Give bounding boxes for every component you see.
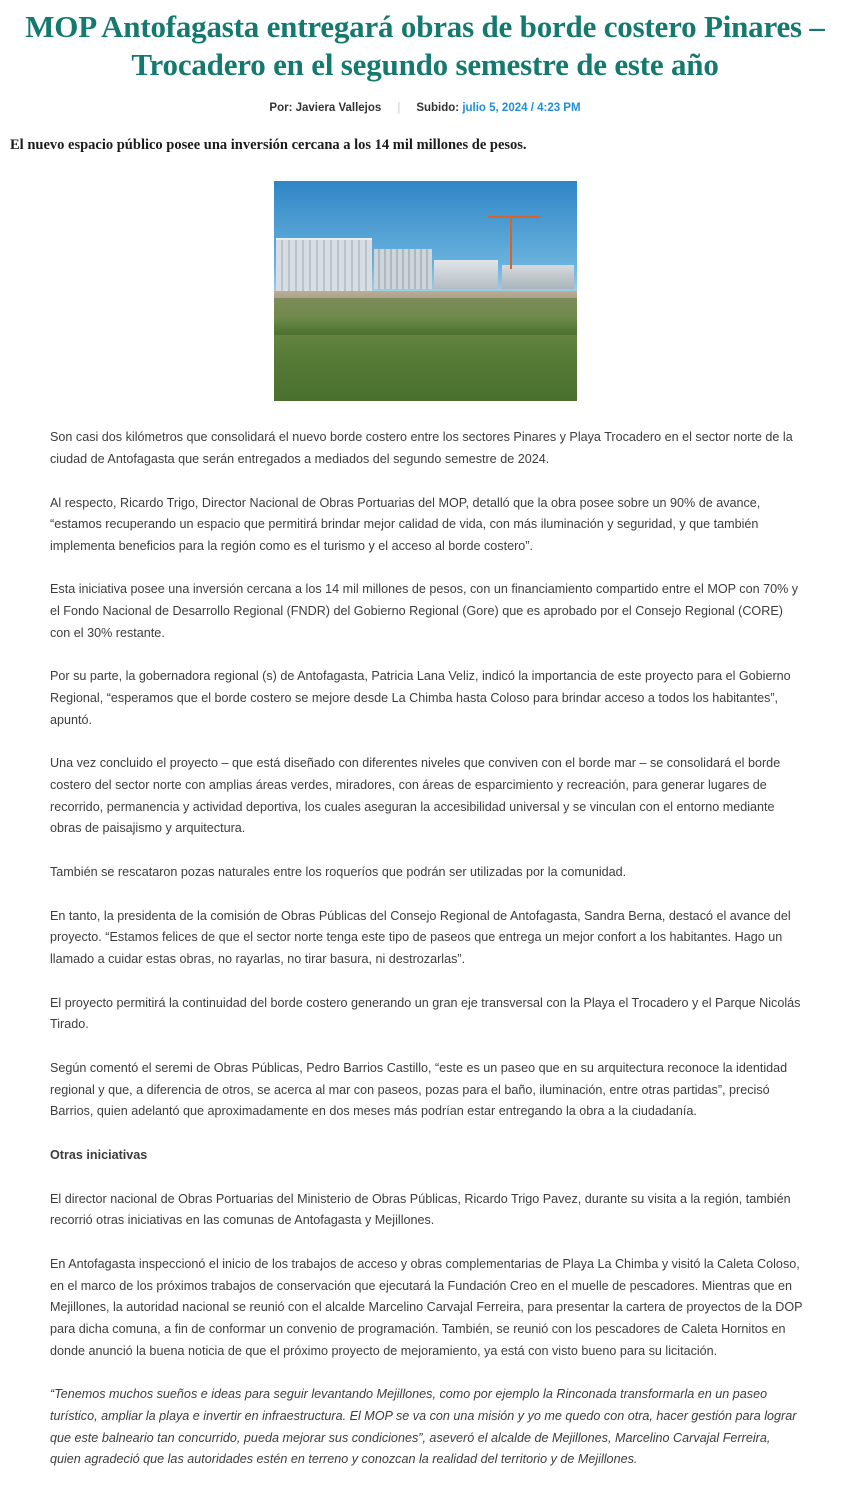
photo-illustration [274, 181, 577, 401]
paragraph: Son casi dos kilómetros que consolidará el nuevo borde costero entre los sectores Pinares y Playa Trocadero en el sector norte de la ciudad de Antofagasta que serán entregados a mediados del segundo semestre de 2024. [50, 430, 793, 466]
uploaded-label: Subido: [416, 101, 460, 114]
byline [0, 102, 850, 114]
paragraph: En Antofagasta inspeccionó el inicio de los trabajos de acceso y obras complementarias de Playa La Chimba y visitó la Caleta Coloso, en el marco de los próximos trabajos de conservación que ejecutará la Fundación Creo en el muelle de pescadores. Mientras que en Mejillones, la autoridad nacional se reunió con el alcalde Marcelino Carvajal Ferreira, para presentar la cartera de proyectos de la DOP para dicha comuna, a fin de conformar un convenio de programación. También, se reunió con los pescadores de Caleta Hornitos en donde anunció la buena noticia de que el próximo proyecto de mejoramiento, ya está con visto bueno para su licitación. [50, 1256, 803, 1358]
paragraph: Según comentó el seremi de Obras Públicas, Pedro Barrios Castillo, “este es un paseo que en su arquitectura reconoce la identidad regional y que, a diferencia de otros, se acerca al mar con paseos, pozas para el baño, iluminación, entre otras partidas”, precisó Barrios, quien adelantó que aproximadamente en dos meses más podrían estar entregando la obra a la ciudadanía. [50, 1060, 788, 1119]
article-page [0, 8, 850, 1471]
page-title: MOP Antofagasta entregará obras de borde costero Pinares – Trocadero en el segundo semestre de este año [25, 9, 825, 82]
by-label-text: Por: [269, 101, 293, 114]
building-icon [434, 260, 498, 289]
byline-by-label [269, 102, 381, 114]
grass-shadow [274, 318, 577, 336]
grass-area [274, 298, 577, 401]
building-icon [374, 249, 432, 289]
byline-uploaded [416, 102, 580, 114]
paragraph: El director nacional de Obras Portuarias del Ministerio de Obras Públicas, Ricardo Trigo Pavez, durante su visita a la región, también recorrió otras iniciativas en las comunas de Antofagasta y Mejillones. [50, 1191, 791, 1228]
author-name[interactable]: Javiera Vallejos [295, 101, 382, 114]
paragraph: Esta iniciativa posee una inversión cercana a los 14 mil millones de pesos, con un financiamiento compartido entre el MOP con 70% y el Fondo Nacional de Desarrollo Regional (FNDR) del Gobierno Regional (Gore) que es aprobado por el Consejo Regional (CORE) con el 30% restante. [50, 582, 799, 640]
paragraph: En tanto, la presidenta de la comisión de Obras Públicas del Consejo Regional de Antofagasta, Sandra Berna, destacó el avance del proyecto. “Estamos felices de que el sector norte tenga este tipo de paseos que entrega un mejor confort a los habitantes. Hago un llamado a cuidar estas obras, no rayarlas, no tirar basura, ni destrozarlas”. [50, 908, 791, 966]
article-lead: El nuevo espacio público posee una inversión cercana a los 14 mil millones de pesos. [10, 136, 527, 153]
byline-divider: | [397, 101, 401, 114]
paragraph: Por su parte, la gobernadora regional (s) de Antofagasta, Patricia Lana Veliz, indicó la importancia de este proyecto para el Gobierno Regional, “esperamos que el borde costero se mejore desde La Chimba hasta Coloso para brindar acceso a todos los habitantes”, apuntó. [50, 669, 791, 727]
section-subheading: Otras iniciativas [50, 1147, 148, 1162]
paragraph: Al respecto, Ricardo Trigo, Director Nacional de Obras Portuarias del MOP, detalló que la obra posee sobre un 90% de avance, “estamos recuperando un espacio que permitirá brindar mejor calidad de vida, con más iluminación y seguridad, y que también implementa beneficios para la región como es el turismo y el acceso al borde costero”. [50, 495, 761, 553]
building-icon [502, 265, 574, 289]
publish-date[interactable]: julio 5, 2024 / 4:23 PM [462, 101, 581, 114]
paragraph: El proyecto permitirá la continuidad del borde costero generando un gran eje transversal con la Playa el Trocadero y el Parque Nicolás Tirado. [50, 995, 801, 1032]
paragraph: También se rescataron pozas naturales entre los roqueríos que podrán ser utilizadas por la comunidad. [50, 865, 627, 880]
crane-icon [510, 216, 512, 269]
building-icon [276, 238, 372, 293]
article-image [274, 181, 577, 401]
article-body [0, 427, 850, 1471]
quote-paragraph: “Tenemos muchos sueños e ideas para seguir levantando Mejillones, como por ejemplo la Rinconada transformarla en un paseo turístico, ampliar la playa e invertir en infraestructura. El MOP se va con una misión y yo me quedo con otra, hacer gestión para lograr que este balneario tan concurrido, pueda mejorar sus condiciones”, aseveró el alcalde de Mejillones, Marcelino Carvajal Ferreira, quien agradeció que las autoridades estén en terreno y conozcan la realidad del territorio y de Mejillones. [50, 1387, 797, 1467]
paragraph: Una vez concluido el proyecto – que está diseñado con diferentes niveles que conviven con el borde mar – se consolidará el borde costero del sector norte con amplias áreas verdes, miradores, con áreas de esparcimiento y recreación, para generar lugares de recorrido, permanencia y actividad deportiva, los cuales aseguran la accesibilidad universal y se vinculan con el entorno mediante obras de paisajismo y arquitectura. [50, 756, 781, 836]
